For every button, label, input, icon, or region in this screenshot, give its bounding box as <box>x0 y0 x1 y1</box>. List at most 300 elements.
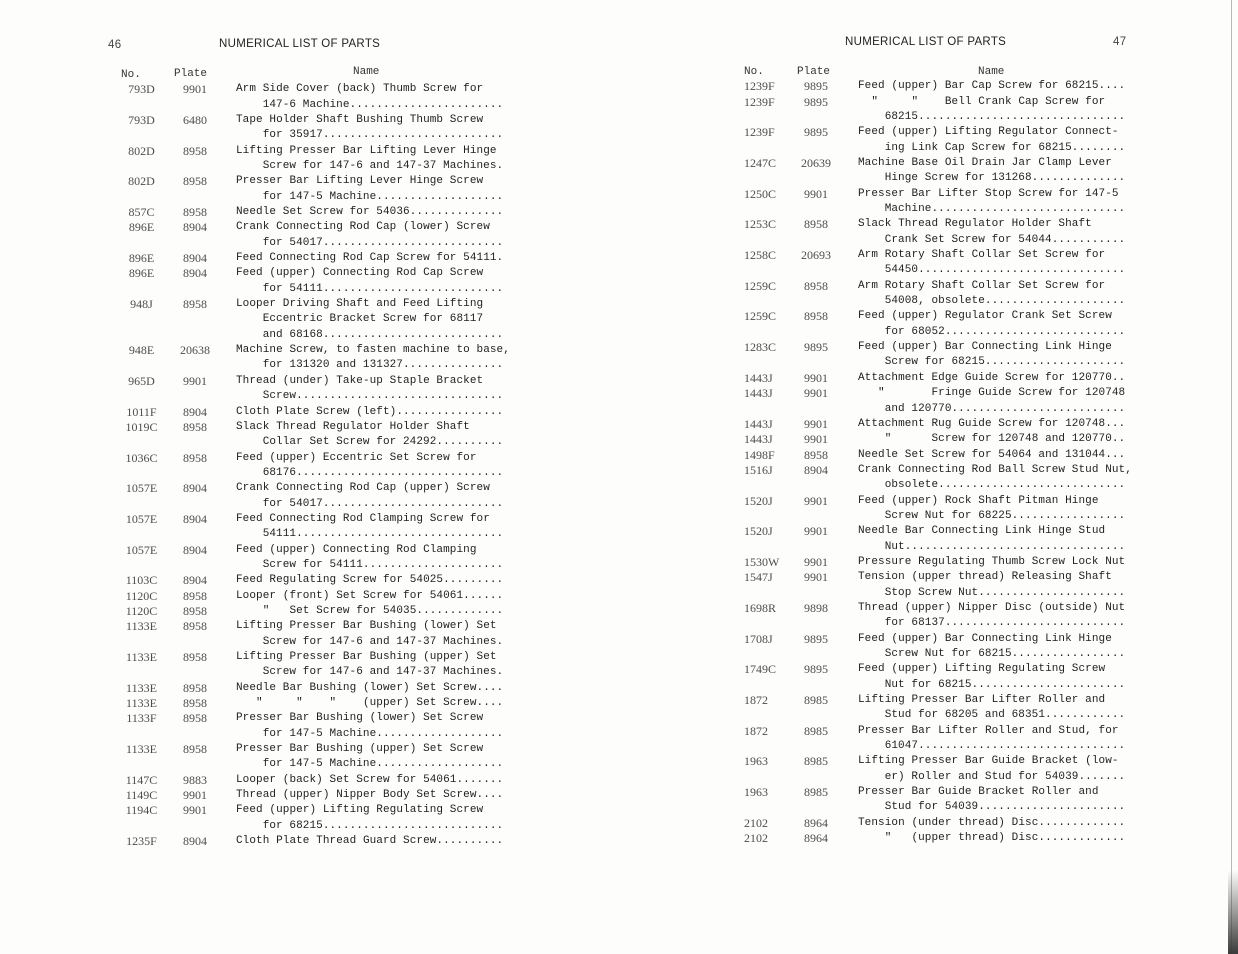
part-entry <box>744 555 1132 570</box>
part-number: 1872 <box>744 693 768 708</box>
part-name <box>858 432 1125 447</box>
part-number: 1872 <box>744 723 768 738</box>
part-name <box>858 754 1125 785</box>
part-name-line: Pressure Regulating Thumb Screw Lock Nut <box>858 555 1126 568</box>
part-name-line: Presser Bar Bushing (lower) Set Screw <box>236 712 484 725</box>
part-name-line: " " Bell Crank Cap Screw for <box>858 95 1106 108</box>
part-number: 1057E <box>125 481 158 496</box>
part-entry <box>118 220 510 251</box>
part-number: 802D <box>128 174 155 189</box>
part-name-line: for 54017........................... <box>262 236 504 249</box>
part-name-line: Presser Bar Lifting Lever Hinge Screw <box>236 175 484 188</box>
part-name-line: for 147-5 Machine................... <box>262 758 504 771</box>
part-name-line: " " " (upper) Set Screw.... <box>236 697 504 710</box>
plate-number: 8958 <box>183 419 207 434</box>
part-name-line: " Fringe Guide Screw for 120748 <box>858 387 1126 400</box>
part-entry <box>118 113 510 144</box>
part-name <box>236 619 503 650</box>
part-name-line: Crank Connecting Rod Ball Screw Stud Nut, <box>858 463 1132 476</box>
plate-number: 8958 <box>183 450 207 465</box>
part-number: 1443J <box>744 370 773 385</box>
part-number: 1963 <box>744 754 768 769</box>
part-entry <box>118 82 510 113</box>
plate-number: 9895 <box>804 79 828 94</box>
part-name-line: Looper (front) Set Screw for 54061...... <box>236 589 504 602</box>
part-number: 802D <box>128 143 155 158</box>
plate-number: 8958 <box>183 650 207 665</box>
part-name-line: and 68168........................... <box>262 328 504 341</box>
part-number: 1149C <box>125 788 158 803</box>
part-name-line: Screw for 147-6 and 147-37 Machines. <box>262 666 504 679</box>
part-name-line: " (upper thread) Disc............. <box>858 832 1126 845</box>
part-entry <box>118 589 510 604</box>
plate-number: 9895 <box>804 662 828 677</box>
plate-number: 8904 <box>183 251 207 266</box>
part-entry <box>744 279 1132 310</box>
part-number: 793D <box>128 112 155 127</box>
part-name-line: Tension (upper thread) Releasing Shaft <box>858 571 1112 584</box>
part-name-line: Nut................................. <box>884 540 1126 553</box>
part-name <box>236 788 503 803</box>
plate-number: 8904 <box>804 462 828 477</box>
part-name <box>236 343 510 374</box>
part-name-line: 54008, obsolete..................... <box>884 295 1126 308</box>
plate-number: 8904 <box>183 573 207 588</box>
part-number: 1443J <box>744 386 773 401</box>
part-name-line: Lifting Presser Bar Bushing (upper) Set <box>236 651 497 664</box>
part-number: 948E <box>128 343 155 358</box>
part-entry <box>744 463 1132 494</box>
part-name-line: Lifting Presser Bar Guide Bracket (low- <box>858 755 1119 768</box>
part-entry <box>118 650 510 681</box>
part-name <box>236 742 503 773</box>
part-name-line: Machine Base Oil Drain Jar Clamp Lever <box>858 157 1112 170</box>
part-name-line: Slack Thread Regulator Holder Shaft <box>858 218 1092 231</box>
part-name-line: 68215............................... <box>884 110 1126 123</box>
part-entry <box>118 266 510 297</box>
part-number: 857C <box>128 205 155 220</box>
plate-number: 9895 <box>804 94 828 109</box>
plate-number: 8958 <box>183 174 207 189</box>
part-name <box>858 662 1125 693</box>
part-name-line: Screw for 147-6 and 147-37 Machines. <box>262 160 504 173</box>
part-name-line: Feed (upper) Bar Connecting Link Hinge <box>858 632 1112 645</box>
part-name-line: Screw for 147-6 and 147-37 Machines. <box>262 635 504 648</box>
part-number: 1235F <box>126 834 157 849</box>
part-name <box>858 570 1125 601</box>
part-name-line: Crank Connecting Rod Cap (lower) Screw <box>236 221 490 234</box>
part-entry <box>118 742 510 773</box>
part-entry <box>118 604 510 619</box>
part-number: 1530W <box>744 554 780 569</box>
part-name-line: Screw for 54111..................... <box>262 558 504 571</box>
plate-number: 8904 <box>183 220 207 235</box>
part-name-line: Feed (upper) Connecting Rod Cap Screw <box>236 267 484 280</box>
part-name-line: Cloth Plate Thread Guard Screw.......... <box>236 835 504 848</box>
part-name-line: Needle Bar Connecting Link Hinge Stud <box>858 525 1106 538</box>
part-entry <box>118 543 510 574</box>
plate-number: 8958 <box>804 447 828 462</box>
part-name-line: ing Link Cap Screw for 68215........ <box>884 141 1126 154</box>
plate-number: 9901 <box>804 386 828 401</box>
plate-number: 9901 <box>183 373 207 388</box>
column-header-plate: Plate <box>797 66 831 78</box>
part-name-line: Looper (back) Set Screw for 54061....... <box>236 773 504 786</box>
part-number: 1698R <box>744 600 777 615</box>
part-name <box>236 834 503 849</box>
part-name-line: Feed (upper) Rock Shaft Pitman Hinge <box>858 494 1099 507</box>
part-number: 965D <box>128 373 155 388</box>
part-number: 1239F <box>744 94 775 109</box>
part-name <box>858 831 1125 846</box>
part-entry <box>744 754 1132 785</box>
part-entry <box>744 417 1132 432</box>
part-name <box>236 205 503 220</box>
part-name-line: Feed (upper) Eccentric Set Screw for <box>236 451 477 464</box>
part-name-line: Slack Thread Regulator Holder Shaft <box>236 420 470 433</box>
plate-number: 9895 <box>804 631 828 646</box>
part-name-line: Needle Bar Bushing (lower) Set Screw.... <box>236 681 504 694</box>
part-name <box>236 589 503 604</box>
scan-edge-line <box>1231 0 1232 954</box>
part-entry <box>744 156 1132 187</box>
part-name-line: Stud for 68205 and 68351............ <box>884 709 1126 722</box>
part-number: 1133E <box>126 619 157 634</box>
part-name <box>858 601 1125 632</box>
part-entry <box>118 573 510 588</box>
plate-number: 20639 <box>801 156 831 171</box>
part-name <box>858 156 1125 187</box>
part-number: 1708J <box>744 631 773 646</box>
part-name <box>236 374 503 405</box>
part-name-line: Screw for 68215..................... <box>884 356 1126 369</box>
part-entry <box>744 448 1132 463</box>
part-name <box>236 266 503 297</box>
part-name <box>858 386 1125 417</box>
plate-number: 9901 <box>804 493 828 508</box>
part-name-line: for 131320 and 131327............... <box>262 359 504 372</box>
column-header-plate: Plate <box>174 68 208 80</box>
part-name-line: Lifting Presser Bar Lifting Lever Hinge <box>236 144 497 157</box>
part-name <box>858 340 1125 371</box>
part-name-line: Crank Connecting Rod Cap (upper) Screw <box>236 482 490 495</box>
part-name <box>236 773 503 788</box>
plate-number: 8958 <box>183 696 207 711</box>
part-name-line: for 68137........................... <box>884 617 1126 630</box>
part-entry <box>744 217 1132 248</box>
part-number: 1011F <box>126 404 157 419</box>
part-number: 1103C <box>125 573 158 588</box>
part-name-line: Feed (upper) Bar Connecting Link Hinge <box>858 341 1112 354</box>
part-name-line: Lifting Presser Bar Bushing (lower) Set <box>236 620 497 633</box>
part-number: 1057E <box>125 511 158 526</box>
part-entry <box>118 405 510 420</box>
part-name-line: Machine............................. <box>884 203 1126 216</box>
part-name-line: Thread (under) Take-up Staple Bracket <box>236 374 484 387</box>
part-name-line: Feed (upper) Lifting Regulating Screw <box>236 804 484 817</box>
plate-number: 9901 <box>804 432 828 447</box>
part-name <box>236 711 503 742</box>
part-name-line: Feed Connecting Rod Clamping Screw for <box>236 512 490 525</box>
part-name-line: " Set Screw for 54035............. <box>236 604 504 617</box>
part-number: 1247C <box>744 156 777 171</box>
part-name <box>858 279 1125 310</box>
part-entry <box>118 343 510 374</box>
plate-number: 8958 <box>183 680 207 695</box>
part-entry <box>744 494 1132 525</box>
part-name-line: obsolete............................ <box>884 479 1126 492</box>
plate-number: 9901 <box>183 803 207 818</box>
part-entry <box>744 79 1132 94</box>
part-name-line: Feed (upper) Connecting Rod Clamping <box>236 543 477 556</box>
part-number: 1258C <box>744 248 777 263</box>
part-entry <box>744 816 1132 831</box>
plate-number: 20693 <box>801 248 831 263</box>
part-number: 1963 <box>744 785 768 800</box>
plate-number: 8904 <box>183 404 207 419</box>
column-header-no: No. <box>121 69 141 81</box>
plate-number: 9901 <box>804 370 828 385</box>
part-name-line: Feed (upper) Bar Cap Screw for 68215.... <box>858 80 1126 93</box>
part-number: 2102 <box>744 815 768 830</box>
part-number: 1250C <box>744 186 777 201</box>
scan-edge-shadow <box>1228 870 1238 954</box>
plate-number: 8958 <box>183 619 207 634</box>
plate-number: 8958 <box>804 217 828 232</box>
plate-number: 9901 <box>183 788 207 803</box>
part-entry <box>744 386 1132 417</box>
part-number: 948J <box>130 297 153 312</box>
part-name-line: Presser Bar Lifter Stop Screw for 147-5 <box>858 187 1119 200</box>
column-header-name: Name <box>978 66 1005 78</box>
part-name-line: Thread (upper) Nipper Disc (outside) Nut <box>858 601 1126 614</box>
plate-number: 8958 <box>183 588 207 603</box>
part-name-line: Eccentric Bracket Screw for 68117 <box>262 313 484 326</box>
part-name <box>236 251 503 266</box>
part-entry <box>744 831 1132 846</box>
part-entry <box>118 773 510 788</box>
part-name-line: 54111............................... <box>262 528 504 541</box>
part-name <box>858 816 1125 831</box>
part-name-line: Nut for 68215....................... <box>884 678 1126 691</box>
part-number: 1239F <box>744 125 775 140</box>
part-entry <box>744 248 1132 279</box>
plate-number: 9901 <box>804 554 828 569</box>
part-name-line: Collar Set Screw for 24292.......... <box>262 436 504 449</box>
part-entry <box>118 711 510 742</box>
part-name <box>236 696 503 711</box>
part-name-line: for 68215........................... <box>262 819 504 832</box>
part-number: 1443J <box>744 432 773 447</box>
part-entry <box>118 144 510 175</box>
plate-number: 8985 <box>804 785 828 800</box>
part-number: 1547J <box>744 570 773 585</box>
part-entry <box>744 371 1132 386</box>
part-name <box>858 448 1125 463</box>
part-name-line: 61047............................... <box>884 740 1126 753</box>
part-number: 1036C <box>125 450 158 465</box>
part-number: 1283C <box>744 340 777 355</box>
part-name <box>858 187 1125 218</box>
part-name <box>858 309 1125 340</box>
part-entry <box>118 251 510 266</box>
part-name <box>858 79 1125 94</box>
part-number: 1443J <box>744 416 773 431</box>
page-header-left: NUMERICAL LIST OF PARTS <box>219 38 381 50</box>
part-name <box>236 451 503 482</box>
part-name-line: Machine Screw, to fasten machine to base, <box>236 344 510 357</box>
column-header-no: No. <box>744 66 764 78</box>
part-number: 1133F <box>126 711 157 726</box>
plate-number: 8985 <box>804 693 828 708</box>
part-name <box>858 125 1125 156</box>
part-number: 1194C <box>125 803 158 818</box>
plate-number: 8958 <box>804 309 828 324</box>
part-name-line: Screw............................... <box>262 390 504 403</box>
page-number-left: 46 <box>108 39 122 51</box>
part-name-line: Needle Set Screw for 54064 and 131044... <box>858 448 1126 461</box>
part-number: 896E <box>128 266 155 281</box>
plate-number: 9898 <box>804 600 828 615</box>
part-entry <box>744 95 1132 126</box>
part-entry <box>744 693 1132 724</box>
part-entry <box>744 187 1132 218</box>
part-entry <box>118 205 510 220</box>
part-entry <box>744 785 1132 816</box>
part-entry <box>744 309 1132 340</box>
part-name-line: Attachment Rug Guide Screw for 120748... <box>858 417 1126 430</box>
part-name-line: Feed Regulating Screw for 54025......... <box>236 574 504 587</box>
column-header-name: Name <box>353 66 380 78</box>
part-number: 1147C <box>125 772 158 787</box>
part-entry <box>744 432 1132 447</box>
parts-list-left <box>118 82 510 849</box>
part-name <box>858 693 1125 724</box>
part-name-line: Crank Set Screw for 54044........... <box>884 233 1126 246</box>
part-entry <box>118 174 510 205</box>
part-name <box>236 650 503 681</box>
plate-number: 9901 <box>804 570 828 585</box>
plate-number: 8904 <box>183 511 207 526</box>
plate-number: 8904 <box>183 834 207 849</box>
part-name-line: Feed (upper) Regulator Crank Set Screw <box>858 310 1112 323</box>
part-name-line: and 120770.......................... <box>884 402 1126 415</box>
part-entry <box>744 570 1132 601</box>
plate-number: 8964 <box>804 815 828 830</box>
plate-number: 8958 <box>183 603 207 618</box>
part-name-line: Tape Holder Shaft Bushing Thumb Screw <box>236 113 484 126</box>
part-entry <box>744 662 1132 693</box>
page-header-right: NUMERICAL LIST OF PARTS <box>845 36 1007 48</box>
part-name <box>236 220 503 251</box>
part-name-line: Stop Screw Nut...................... <box>884 586 1126 599</box>
part-name-line: Presser Bar Lifter Roller and Stud, for <box>858 724 1119 737</box>
part-name <box>236 573 503 588</box>
part-entry <box>744 524 1132 555</box>
part-entry <box>118 803 510 834</box>
part-name-line: Arm Rotary Shaft Collar Set Screw for <box>858 279 1106 292</box>
part-name-line: for 35917........................... <box>262 129 504 142</box>
part-name <box>236 681 503 696</box>
part-name <box>236 144 503 175</box>
plate-number: 9895 <box>804 125 828 140</box>
plate-number: 8958 <box>183 297 207 312</box>
part-name-line: Lifting Presser Bar Lifter Roller and <box>858 694 1106 707</box>
part-number: 1498F <box>744 447 775 462</box>
part-name-line: Feed Connecting Rod Cap Screw for 54111. <box>236 252 504 265</box>
part-number: 1259C <box>744 309 777 324</box>
part-number: 1120C <box>125 603 158 618</box>
part-entry <box>118 481 510 512</box>
part-name-line: for 54017........................... <box>262 497 504 510</box>
part-name-line: Presser Bar Guide Bracket Roller and <box>858 786 1099 799</box>
part-number: 793D <box>128 82 155 97</box>
part-number: 1057E <box>125 542 158 557</box>
plate-number: 8958 <box>183 205 207 220</box>
part-name <box>858 785 1125 816</box>
part-name <box>236 420 503 451</box>
part-name-line: Cloth Plate Screw (left)................ <box>236 405 504 418</box>
plate-number: 8904 <box>183 481 207 496</box>
part-entry <box>118 788 510 803</box>
part-name <box>858 371 1125 386</box>
part-name <box>236 481 503 512</box>
part-name-line: " Screw for 120748 and 120770.. <box>858 433 1126 446</box>
part-name <box>236 174 503 205</box>
part-entry <box>118 374 510 405</box>
part-number: 1749C <box>744 662 777 677</box>
part-name-line: for 54111........................... <box>262 282 504 295</box>
part-name-line: Tension (under thread) Disc............. <box>858 816 1126 829</box>
part-name <box>236 604 503 619</box>
part-name-line: Needle Set Screw for 54036.............. <box>236 206 504 219</box>
part-name-line: Attachment Edge Guide Screw for 120770.. <box>858 371 1126 384</box>
part-name <box>858 494 1125 525</box>
part-name <box>236 82 503 113</box>
part-name <box>236 543 503 574</box>
plate-number: 8964 <box>804 831 828 846</box>
part-name <box>236 803 503 834</box>
part-number: 2102 <box>744 831 768 846</box>
part-name-line: Screw Nut for 68215................. <box>884 648 1126 661</box>
part-name-line: Hinge Screw for 131268.............. <box>884 172 1126 185</box>
plate-number: 9901 <box>183 82 207 97</box>
plate-number: 8985 <box>804 754 828 769</box>
part-number: 1133E <box>126 696 157 711</box>
part-entry <box>118 451 510 482</box>
part-name <box>858 463 1132 494</box>
plate-number: 8985 <box>804 723 828 738</box>
part-name <box>236 405 503 420</box>
part-name-line: 54450............................... <box>884 264 1126 277</box>
part-entry <box>744 340 1132 371</box>
plate-number: 9901 <box>804 416 828 431</box>
part-name-line: Thread (upper) Nipper Body Set Screw.... <box>236 789 504 802</box>
part-name <box>858 95 1125 126</box>
part-name <box>858 724 1125 755</box>
part-name-line: 68176............................... <box>262 466 504 479</box>
part-number: 1133E <box>126 650 157 665</box>
part-name-line: Feed (upper) Lifting Regulating Screw <box>858 663 1106 676</box>
part-number: 1120C <box>125 588 158 603</box>
part-number: 1516J <box>744 462 773 477</box>
plate-number: 8958 <box>183 143 207 158</box>
part-name <box>236 113 503 144</box>
part-name-line: for 147-5 Machine................... <box>262 190 504 203</box>
plate-number: 9895 <box>804 340 828 355</box>
part-name-line: 147-6 Machine....................... <box>262 98 504 111</box>
plate-number: 9901 <box>804 524 828 539</box>
